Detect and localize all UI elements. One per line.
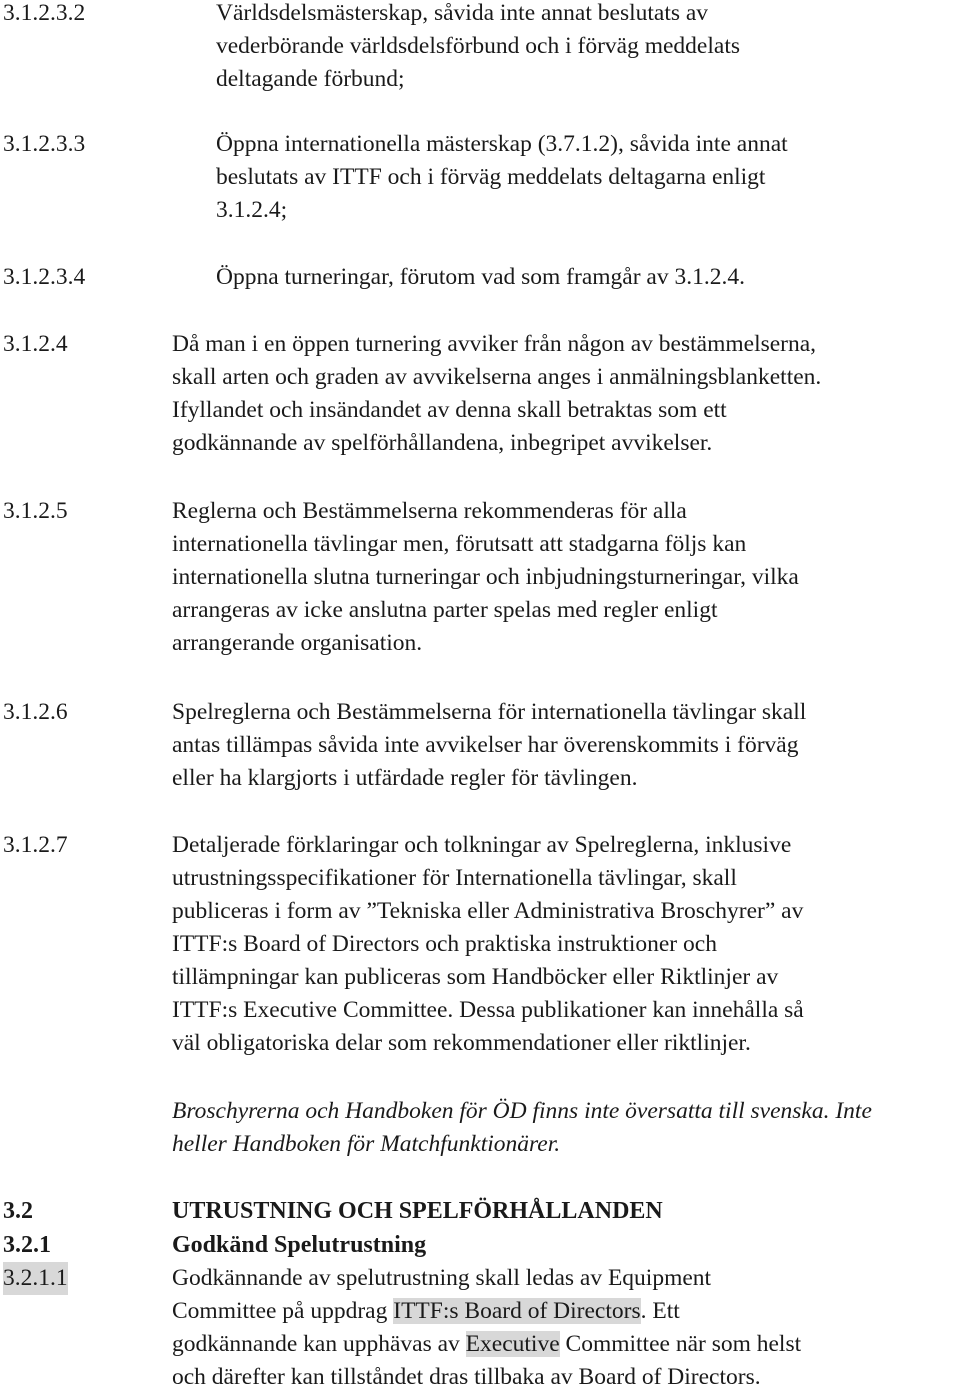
text-line: antas tillämpas såvida inte avvikelser har överenskommits i förväg	[172, 732, 799, 758]
text-line: internationella tävlingar men, förutsatt att stadgarna följs kan	[172, 531, 747, 557]
translation-note	[172, 1095, 872, 1161]
note-line: Broschyrerna och Handboken för ÖD finns inte översatta till svenska. Inte	[172, 1098, 872, 1124]
section-number: 3.2	[3, 1198, 33, 1224]
text-line: eller ha klargjorts i utfärdade regler för tävlingen.	[172, 765, 638, 791]
text-line: deltagande förbund;	[216, 66, 405, 92]
clause-number: 3.1.2.3.3	[3, 131, 86, 157]
clause-text	[172, 1262, 960, 1394]
clause-number: 3.1.2.3.4	[3, 264, 86, 290]
highlighted-text: Executive	[465, 1331, 560, 1357]
text-line: Detaljerade förklaringar och tolkningar av Spelreglerna, inklusive	[172, 832, 792, 858]
section-title: UTRUSTNING OCH SPELFÖRHÅLLANDEN	[172, 1198, 663, 1224]
text-line: tillämpningar kan publiceras som Handböcker eller Riktlinjer av	[172, 964, 779, 990]
clause-text	[216, 261, 960, 294]
clause-number: 3.1.2.7	[3, 832, 68, 858]
text-line: utrustningsspecifikationer för Internationella tävlingar, skall	[172, 865, 737, 891]
text-line: väl obligatoriska delar som rekommendationer eller riktlinjer.	[172, 1030, 751, 1056]
note-line: heller Handboken för Matchfunktionärer.	[172, 1131, 561, 1157]
clause-text	[172, 696, 960, 795]
clause-text	[172, 328, 960, 460]
text-line: godkännande av spelförhållandena, inbegripet avvikelser.	[172, 430, 713, 456]
subsection-title: Godkänd Spelutrustning	[172, 1232, 427, 1258]
text-segment: godkännande kan upphävas av	[172, 1331, 466, 1357]
text-line: ITTF:s Executive Committee. Dessa publikationer kan innehålla så	[172, 997, 804, 1023]
text-line: 3.1.2.4;	[216, 197, 288, 223]
highlighted-text: ITTF:s Board of Directors	[393, 1298, 641, 1324]
clause-text	[172, 495, 960, 660]
text-segment: . Ett	[640, 1298, 680, 1324]
text-line	[172, 1328, 960, 1361]
clause-number: 3.1.2.3.2	[3, 0, 86, 26]
text-line: arrangeras av icke anslutna parter spelas med regler enligt	[172, 597, 718, 623]
text-line: Ifyllandet och insändandet av denna skall betraktas som ett	[172, 397, 727, 423]
text-line: skall arten och graden av avvikelserna anges i anmälningsblanketten.	[172, 364, 822, 390]
clause-number: 3.2.1.1	[3, 1262, 68, 1295]
text-line: Spelreglerna och Bestämmelserna för internationella tävlingar skall	[172, 699, 807, 725]
text-line: arrangerande organisation.	[172, 630, 423, 656]
text-line	[172, 1295, 960, 1328]
text-line: internationella slutna turneringar och inbjudningsturneringar, vilka	[172, 564, 799, 590]
text-line: och därefter kan tillståndet dras tillbaka av Board of Directors.	[172, 1364, 761, 1390]
text-line: vederbörande världsdelsförbund och i förväg meddelats	[216, 33, 740, 59]
clause-number: 3.1.2.5	[3, 498, 68, 524]
text-line: Öppna turneringar, förutom vad som framgår av 3.1.2.4.	[216, 264, 745, 290]
text-segment: Committee på uppdrag	[172, 1298, 394, 1324]
text-line: Då man i en öppen turnering avviker från någon av bestämmelserna,	[172, 331, 817, 357]
text-line: Världsdelsmästerskap, såvida inte annat beslutats av	[216, 0, 709, 26]
subsection-number: 3.2.1	[3, 1232, 51, 1258]
text-line: Godkännande av spelutrustning skall ledas av Equipment	[172, 1265, 712, 1291]
clause-text	[216, 128, 960, 227]
text-line: publiceras i form av ”Tekniska eller Administrativa Broschyrer” av	[172, 898, 804, 924]
text-line: Reglerna och Bestämmelserna rekommenderas för alla	[172, 498, 687, 524]
text-line: Öppna internationella mästerskap (3.7.1.2), såvida inte annat	[216, 131, 788, 157]
text-line: beslutats av ITTF och i förväg meddelats deltagarna enligt	[216, 164, 766, 190]
clause-number: 3.1.2.6	[3, 699, 68, 725]
text-line: ITTF:s Board of Directors och praktiska instruktioner och	[172, 931, 717, 957]
clause-number: 3.1.2.4	[3, 331, 68, 357]
clause-text	[172, 829, 960, 1060]
text-segment: Committee när som helst	[559, 1331, 802, 1357]
clause-text	[216, 0, 960, 96]
